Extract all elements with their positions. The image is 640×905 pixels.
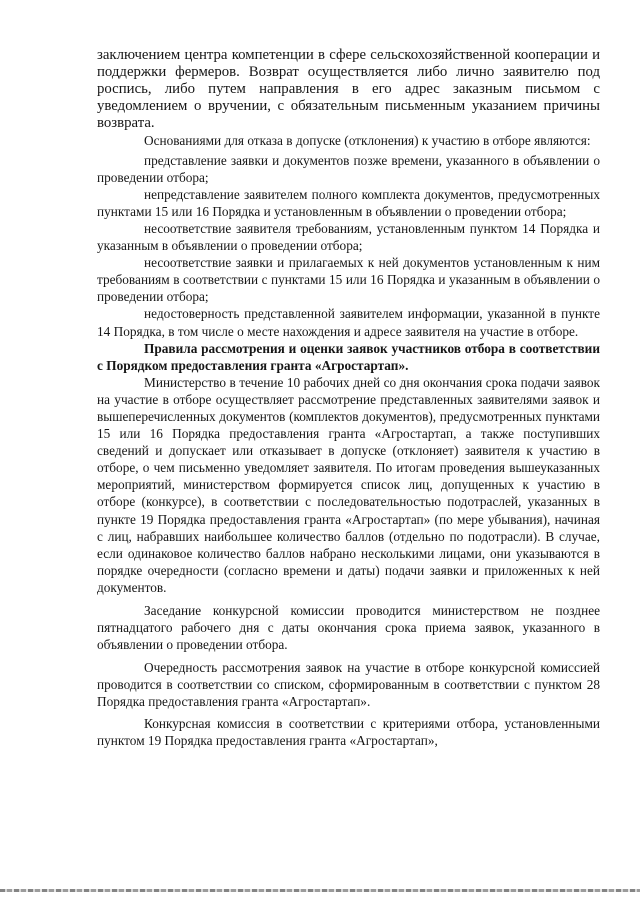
paragraph-refusal-grounds-intro: Основаниями для отказа в допуске (отклонения) к участию в отборе являются: — [144, 133, 591, 149]
paragraph-late-submission: представление заявки и документов позже времени, указанного в объявлении о проведении отбора; — [97, 152, 600, 185]
page-bottom-edge — [0, 889, 640, 892]
section-heading: Правила рассмотрения и оценки заявок участников отбора в соответствии с Порядком предоставления гранта «Агростартап». — [97, 340, 600, 373]
paragraph-incomplete-documents: непредставление заявителем полного комплекта документов, предусмотренных пунктами 15 или 16 Порядка и установленным в объявлении о проведении отбора; — [97, 186, 600, 219]
paragraph-application-mismatch: несоответствие заявки и прилагаемых к ней документов установленным к ним требованиям в соответствии с пунктами 15 или 16 Порядка и указанным в объявлении о проведении отбора; — [97, 255, 600, 305]
paragraph-review-procedure: Министерство в течение 10 рабочих дней со дня окончания срока подачи заявок на участие в отборе осуществляет рассмотрение представленных заявителями заявок и вышеперечисленных документов (комплектов документов), предусмотренных пунктами 15 или 16 Порядка предоставления гранта «Агростартап, а также поступивших сведений и допускает или отказывает в допуске (отклоняет) заявителя к участию в отборе, о чем письменно уведомляет заявителя. По итогам проведения вышеуказанных мероприятий, министерством формируется список лиц, допущенных к участию в отборе (конкурсе), в соответствии с последовательностью подотраслей, указанных в пункте 19 Порядка предоставления гранта «Агростартап» (по мере убывания), начиная с лиц, набравших наибольшее количество баллов (отдельно по подотрасли). В случае, если одинаковое количество баллов набрано несколькими лицами, они указываются в порядке очередности (согласно времени и даты) подачи заявки и приложенных к ней документов. — [97, 374, 600, 595]
paragraph-commission-criteria: Конкурсная комиссия в соответствии с критериями отбора, установленными пунктом 19 Порядка предоставления гранта «Агростартап», — [97, 715, 600, 748]
paragraph-return-procedure: заключением центра компетенции в сфере сельскохозяйственной кооперации и поддержки фермеров. Возврат осуществляется либо лично заявителю под роспись, либо путем направления в его адрес заказным письмом с уведомлением о вручении, с обязательным письменным указанием причины возврата. — [97, 47, 600, 132]
paragraph-review-order: Очередность рассмотрения заявок на участие в отборе конкурсной комиссией проводится в соответствии со списком, сформированным в соответствии с пунктом 28 Порядка предоставления гранта «Агростартап». — [97, 660, 600, 710]
document-body — [97, 47, 600, 749]
paragraph-applicant-mismatch: несоответствие заявителя требованиям, установленным пунктом 14 Порядка и указанным в объявлении о проведении отбора; — [97, 220, 600, 254]
paragraph-unreliable-info: недостоверность представленной заявителем информации, указанной в пункте 14 Порядка, в том числе о месте нахождения и адресе заявителя на участие в отборе. — [97, 306, 600, 339]
paragraph-commission-meeting: Заседание конкурсной комиссии проводится министерством не позднее пятнадцатого рабочего дня с даты окончания срока приема заявок, указанного в объявлении о проведении отбора. — [97, 603, 600, 653]
